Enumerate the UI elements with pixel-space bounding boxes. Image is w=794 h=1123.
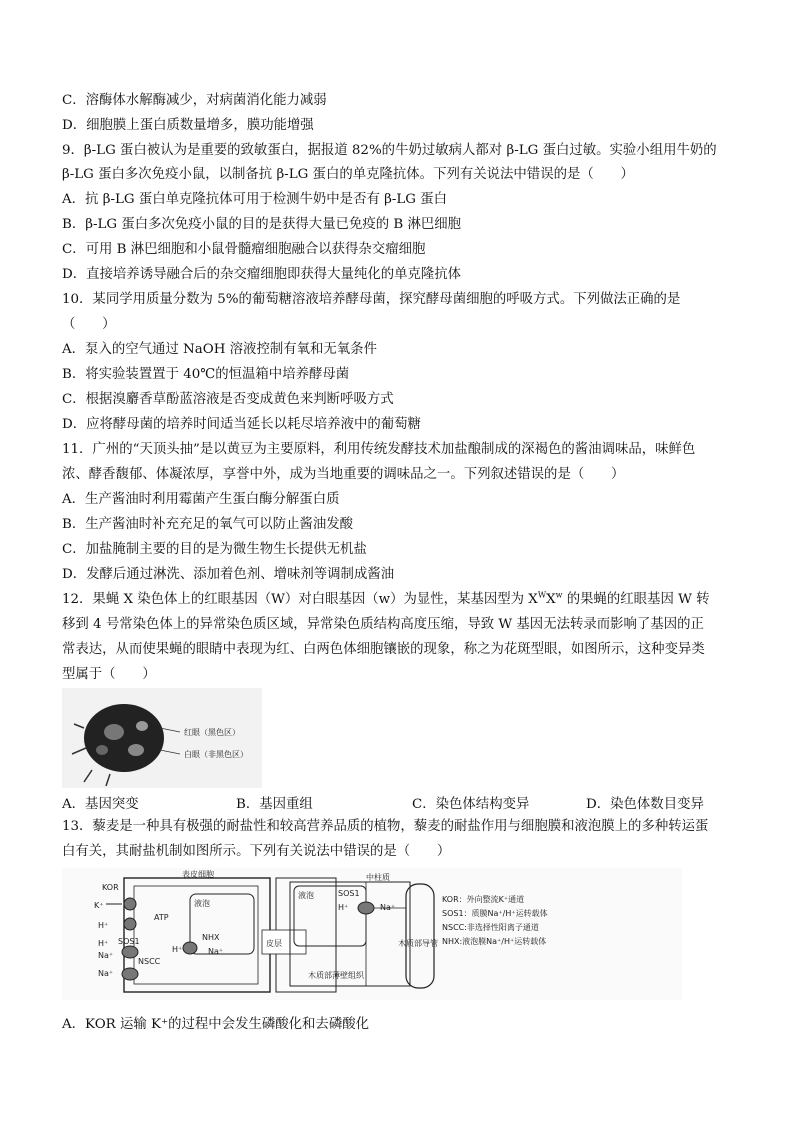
fly-eye-label-red: 红眼（黑色区） [184,728,240,737]
q13-stem-line2: 白有关，其耐盐机制如图所示。下列有关说法中错误的是（ ） [62,844,451,859]
h-ion-label-4: H⁺ [338,903,349,912]
q8-option-c: C．溶酶体水解酶减少，对病菌消化能力减弱 [62,93,327,108]
q8-option-d: D．细胞膜上蛋白质数量增多，膜功能增强 [62,118,314,133]
h-ion-label-2: H⁺ [98,939,109,948]
genotype-sup-w: W [537,590,547,600]
q12-stem-line2: 移到 4 号常染色体上的异常染色质区域，异常染色质结构高度压缩，导致 W 基因无法转录而影响了基因的正 [62,617,704,632]
q12-option-a: A．基因突变 [62,797,139,812]
h-ion-label-3: H⁺ [172,945,183,954]
salt-tolerance-diagram [62,868,682,1000]
na-ion-label-1: Na⁺ [98,951,114,960]
q11-stem-line1: 11．广州的“天顶头抽”是以黄豆为主要原料，利用传统发酵技术加盐酿制成的深褐色的酱油调味品，味鲜色 [62,442,696,457]
q10-option-a: A．泵入的空气通过 NaOH 溶液控制有氧和无氧条件 [62,342,377,357]
q12-stem-line3: 常表达，从而使果蝇的眼睛中表现为红、白两色体细胞镶嵌的现象，称之为花斑型眼，如图所示，这种变异类 [62,642,705,657]
q9-option-d: D．直接培养诱导融合后的杂交瘤细胞即获得大量纯化的单克隆抗体 [62,267,462,282]
fly-eye-label-white: 白眼（非黑色区） [184,750,248,759]
q12-stem-part-b: 的果蝇的红眼基因 W 转 [562,592,710,607]
xylem-vessel-label: 木质部导管 [398,939,438,948]
q10-stem-line1: 10．某同学用质量分数为 5%的葡萄糖溶液培养酵母菌，探究酵母菌细胞的呼吸方式。下列做法正确的是 [62,292,681,307]
q11-option-b: B．生产酱油时补充充足的氧气可以防止酱油发酸 [62,517,354,532]
q12-stem-line1 [62,591,710,609]
q9-option-a: A．抗 β-LG 蛋白单克隆抗体可用于检测牛奶中是否有 β-LG 蛋白 [62,192,447,207]
cortex-label: 皮层 [266,939,282,948]
legend-kor: KOR：外向整流K⁺通道 [442,895,525,904]
epidermal-cell-label: 表皮细胞 [182,870,214,879]
genotype-x: X [546,592,556,607]
fly-eye-figure [62,688,262,788]
genotype-sup-lower-w: w [555,590,563,600]
sos1-label-2: SOS1 [338,889,360,898]
q11-option-d: D．发酵后通过淋洗、添加着色剂、增味剂等调制成酱油 [62,567,395,582]
k-ion-label: K⁺ [94,901,104,910]
h-ion-label-1: H⁺ [98,921,109,930]
sos1-label-1: SOS1 [118,937,140,946]
na-ion-label-4: Na⁺ [380,903,396,912]
vacuole-2-label: 液泡 [298,891,314,900]
legend-nhx: NHX:液泡膜Na⁺/H⁺运转载体 [442,937,547,946]
na-ion-label-3: Na⁺ [208,947,224,956]
atp-label: ATP [154,913,169,922]
q10-option-b: B．将实验装置置于 40℃的恒温箱中培养酵母菌 [62,367,350,382]
na-ion-label-2: Na⁺ [98,969,114,978]
q10-stem-line2: （ ） [62,317,116,332]
q11-stem-line2: 浓、酵香馥郁、体凝浓厚，享誉中外，成为当地重要的调味品之一。下列叙述错误的是（ ） [62,467,625,482]
q13-option-a: A．KOR 运输 K⁺的过程中会发生磷酸化和去磷酸化 [62,1017,369,1032]
nscc-label: NSCC [138,957,161,966]
q12-option-d: D．染色体数目变异 [586,797,704,812]
q12-stem-part-a: 12．果蝇 X 染色体上的红眼基因（W）对白眼基因（w）为显性，某基因型为 X [62,592,538,607]
xylem-parenchyma-label: 木质部薄壁组织 [308,971,364,980]
q9-stem-line2: β-LG 蛋白多次免疫小鼠，以制备抗 β-LG 蛋白的单克隆抗体。下列有关说法中错误的是（ ） [62,167,634,182]
vacuole-1-label: 液泡 [194,899,210,908]
q12-stem-line4: 型属于（ ） [62,667,156,682]
q11-option-c: C．加盐腌制主要的目的是为微生物生长提供无机盐 [62,542,367,557]
legend-nscc: NSCC:非选择性阳离子通道 [442,923,539,932]
q9-stem-line1: 9．β-LG 蛋白被认为是重要的致敏蛋白，据报道 82%的牛奶过敏病人都对 β-LG 蛋白过敏。实验小组用牛奶的 [62,143,717,158]
q10-option-d: D．应将酵母菌的培养时间适当延长以耗尽培养液中的葡萄糖 [62,417,421,432]
q11-option-a: A．生产酱油时利用霉菌产生蛋白酶分解蛋白质 [62,492,340,507]
legend-sos1: SOS1：质膜Na⁺/H⁺运转载体 [442,909,548,918]
q9-option-b: B．β-LG 蛋白多次免疫小鼠的目的是获得大量已免疫的 B 淋巴细胞 [62,217,462,232]
nhx-label: NHX [202,933,220,942]
q12-option-b: B．基因重组 [236,797,313,812]
q13-stem-line1: 13．藜麦是一种具有极强的耐盐性和较高营养品质的植物，藜麦的耐盐作用与细胞膜和液泡膜上的多种转运蛋 [62,819,709,834]
q9-option-c: C．可用 B 淋巴细胞和小鼠骨髓瘤细胞融合以获得杂交瘤细胞 [62,242,426,257]
q10-option-c: C．根据溴麝香草酚蓝溶液是否变成黄色来判断呼吸方式 [62,392,394,407]
q12-option-c: C．染色体结构变异 [412,797,530,812]
stele-label: 中柱质 [366,873,390,882]
kor-label: KOR [102,883,119,892]
